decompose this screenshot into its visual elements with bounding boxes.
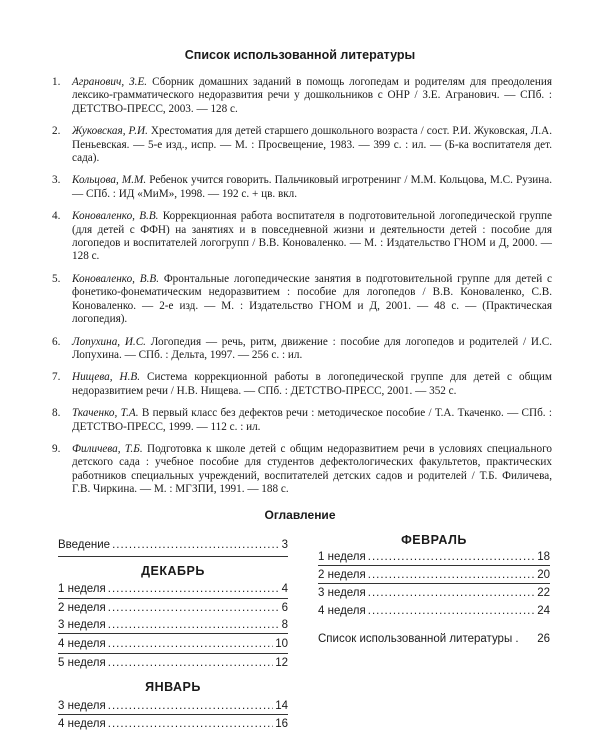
toc-leader-dots <box>368 550 535 564</box>
toc-entry-label: 4 неделя <box>58 718 106 730</box>
toc-title: Оглавление <box>264 508 336 522</box>
reference-text: Сборник домашних заданий в помощь логопедам и родителям для преодоления лексико-грамматического недоразвития речи у дошкольников с ОНР / З.Е. Агранович. — СПб. : ДЕТСТВО-ПРЕСС, 2003. — 128 с. <box>72 76 552 115</box>
toc-entry-label: 2 неделя <box>58 602 106 614</box>
reference-author: Агранович, З.Е. <box>72 76 148 88</box>
bibliography-title: Список использованной литературы <box>184 48 416 62</box>
reference-number: 6. <box>52 335 61 348</box>
reference-item <box>52 336 552 363</box>
toc-entry-page: 26 <box>537 633 550 645</box>
month-heading-january: ЯНВАРЬ <box>145 680 201 694</box>
toc-divider <box>58 556 288 557</box>
toc-entry-page: 14 <box>275 700 288 712</box>
toc-leader-dots <box>108 656 273 670</box>
toc-entry-label: 4 неделя <box>58 638 106 650</box>
toc-entry-page: 20 <box>537 569 550 581</box>
toc-entry-label: Введение <box>58 539 111 551</box>
toc-entry-page: 18 <box>537 551 550 563</box>
toc-entry-bibliography <box>318 633 550 645</box>
reference-item <box>52 125 552 165</box>
toc-entry-february-week <box>318 568 550 582</box>
toc-entry-december-week <box>58 601 288 615</box>
toc-leader-dots <box>108 618 280 632</box>
toc-divider <box>58 714 288 715</box>
toc-entry-december-week <box>58 618 288 632</box>
toc-divider <box>58 633 288 634</box>
toc-entry-label: 1 неделя <box>58 583 106 595</box>
toc-entry-page: 3 <box>281 539 288 551</box>
reference-item <box>52 371 552 398</box>
reference-author: Лопухина, И.С. <box>72 335 146 348</box>
reference-text: Логопедия — речь, ритм, движение : пособие для логопедов и родителей / И.С. Лопухина. — СПб. : Дельта, 1997. — 256 с. : ил. <box>72 335 553 361</box>
reference-author: Жуковская, Р.И. <box>72 125 148 138</box>
toc-leader-dots <box>108 717 273 731</box>
toc-entry-label: 1 неделя <box>318 551 366 563</box>
reference-number: 1. <box>52 76 61 88</box>
toc-leader-dots <box>108 582 280 596</box>
reference-text: Коррекционная работа воспитателя в подготовительной логопедической группе (для детей с ФФН) на занятиях и в повседневной жизни и деятельности детей : пособие для логопедов и воспитателей логогрупп / В.В. Коноваленко. — М. : Издательство ГНОМ и Д, 2000. — 128 с. <box>72 210 552 263</box>
reference-item <box>52 174 552 201</box>
reference-text: Фронтальные логопедические занятия в подготовительной группе для детей с фонетико-фонематическим недоразвитием : пособие для логопедов / В.В. Коноваленко, С.В. Коноваленко. — 2-е изд. — М. : Издательство ГНОМ и Д, 2001. — 48 с. — (Практическая логопедия). <box>72 272 552 326</box>
toc-leader-dots <box>368 568 535 582</box>
toc-divider <box>58 653 288 654</box>
reference-text: В первый класс без дефектов речи : методическое пособие / Т.А. Ткаченко. — СПб. : ДЕТСТВО-ПРЕСС, 1999. — 112 с. : ил. <box>72 407 553 433</box>
toc-entry-february-week <box>318 586 550 600</box>
toc-divider <box>58 598 288 599</box>
toc-leader-dots <box>368 586 535 600</box>
reference-author: Филичева, Т.Б. <box>72 442 143 455</box>
reference-number: 4. <box>52 210 61 223</box>
reference-text: Система коррекционной работы в логопедической группе для детей с общим недоразвитием речи / Н.В. Нищева. — СПб. : ДЕТСТВО-ПРЕСС, 2001. — 352 с. <box>72 371 552 397</box>
reference-text: Ребенок учится говорить. Пальчиковый игротренинг / М.М. Кольцова, М.С. Рузина. — СПб. : ИД «МиМ», 1998. — 192 с. + цв. вкл. <box>72 174 553 200</box>
reference-number: 3. <box>52 174 61 187</box>
toc-entry-label: 5 неделя <box>58 657 106 669</box>
reference-item <box>52 443 552 497</box>
toc-divider <box>318 583 550 584</box>
toc-entry-february-week <box>318 604 550 618</box>
month-heading-december: ДЕКАБРЬ <box>141 564 205 578</box>
reference-text: Подготовка к школе детей с общим недоразвитием речи в условиях специального детского сада : учебное пособие для студентов дефектологических факультетов, практических работников специальных учреждений, воспитателей детских садов и родителей / Т.Б. Филичева, Г.В. Чиркина. — М. : МГЗПИ, 1991. — 188 с. <box>72 442 553 496</box>
toc-entry-label: 4 неделя <box>318 605 366 617</box>
toc-entry-december-week <box>58 656 288 670</box>
reference-item <box>52 407 552 434</box>
toc-entry-page: 10 <box>275 638 288 650</box>
toc-leader-dots <box>368 604 535 618</box>
toc-entry-label: 3 неделя <box>318 587 366 599</box>
toc-entry-page: 6 <box>281 602 288 614</box>
toc-divider <box>318 565 550 566</box>
toc-entry-page: 12 <box>275 657 288 669</box>
reference-author: Коноваленко, В.В. <box>72 210 159 223</box>
reference-item <box>52 76 552 116</box>
reference-number: 8. <box>52 407 61 420</box>
toc-entry-page: 24 <box>537 605 550 617</box>
reference-number: 2. <box>52 125 61 138</box>
reference-item <box>52 210 552 264</box>
reference-author: Кольцова, М.М. <box>72 174 147 187</box>
toc-entry-december-week <box>58 637 288 651</box>
reference-number: 7. <box>52 371 61 384</box>
reference-author: Нищева, Н.В. <box>72 371 141 384</box>
toc-entry-page: 16 <box>275 718 288 730</box>
toc-entry-page: 22 <box>537 587 550 599</box>
reference-number: 9. <box>52 442 61 455</box>
month-heading-february: ФЕВРАЛЬ <box>401 533 467 547</box>
reference-author: Ткаченко, Т.А. <box>72 407 139 420</box>
toc-entry-january-week <box>58 717 288 731</box>
reference-number: 5. <box>52 272 61 285</box>
toc-leader-dots <box>108 601 280 615</box>
toc-leader-dots <box>112 538 280 552</box>
reference-text: Хрестоматия для детей старшего дошкольного возраста / сост. Р.И. Жуковская, Л.А. Пеньевская. — 5-е изд., испр. — М. : Просвещение, 1983. — 399 с. : ил. — (Б-ка воспитателя дет. сада). <box>72 125 552 165</box>
toc-entry-december-week <box>58 582 288 596</box>
toc-entry-label: 3 неделя <box>58 700 106 712</box>
toc-entry-label: 3 неделя <box>58 619 106 631</box>
toc-entry-label: Список использованной литературы . <box>318 633 519 645</box>
toc-leader-dots <box>108 637 273 651</box>
toc-entry-page: 4 <box>281 583 288 595</box>
bibliography-list <box>52 76 552 506</box>
reference-item <box>52 273 552 327</box>
toc-entry-february-week <box>318 550 550 564</box>
toc-entry-intro <box>58 538 288 552</box>
toc-entry-page: 8 <box>281 619 288 631</box>
toc-leader-dots <box>108 699 273 713</box>
toc-entry-january-week <box>58 699 288 713</box>
reference-author: Коноваленко, В.В. <box>72 272 160 285</box>
toc-entry-label: 2 неделя <box>318 569 366 581</box>
